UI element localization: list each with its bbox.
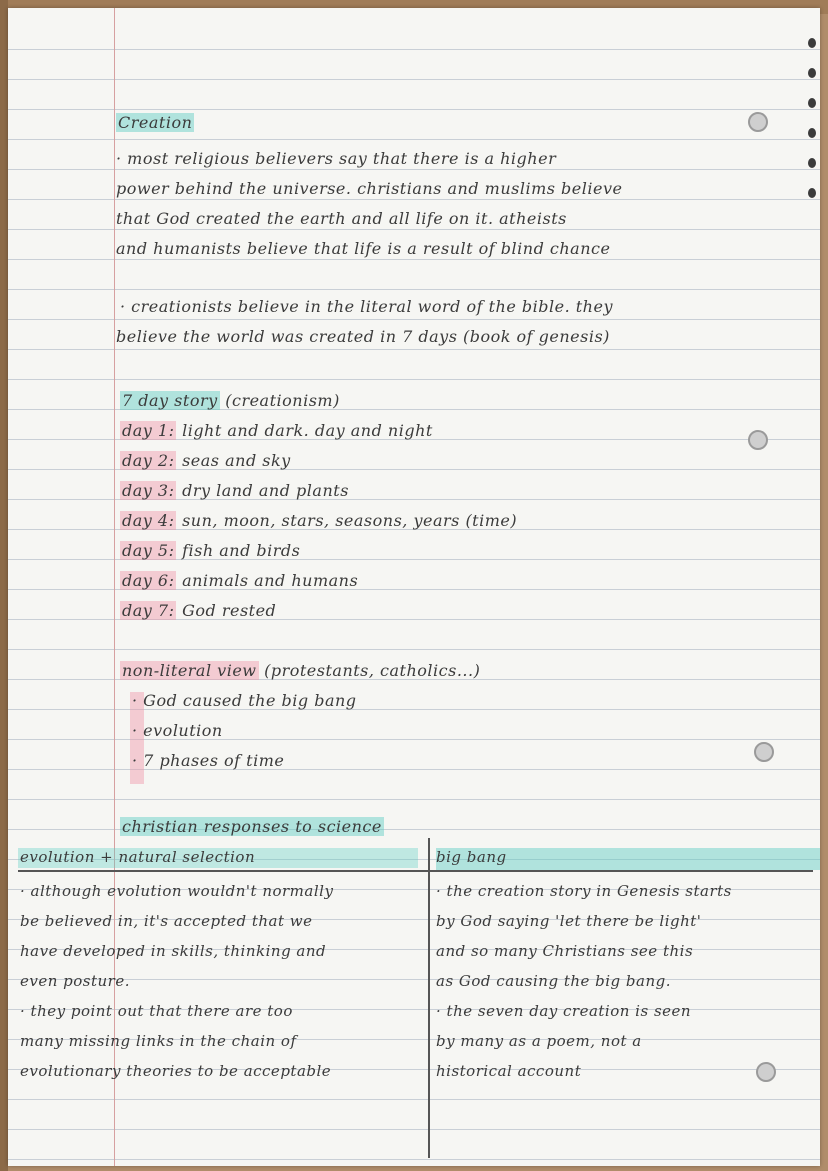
binding-hole (808, 128, 816, 138)
responses-heading-text: christian responses to science (122, 817, 382, 836)
title-text: Creation (118, 113, 193, 132)
evolution-line: evolutionary theories to be acceptable (20, 1062, 332, 1080)
column-divider (428, 838, 430, 1158)
responses-heading (120, 816, 384, 838)
bigbang-line: historical account (436, 1062, 582, 1080)
binding-holes (806, 8, 816, 1166)
bigbang-line: · the seven day creation is seen (436, 1002, 692, 1020)
binding-hole (808, 68, 816, 78)
intro-line: and humanists believe that life is a result of blind chance (116, 239, 611, 258)
bigbang-line: by God saying 'let there be light' (436, 912, 702, 930)
punch-hole-marker (756, 1062, 776, 1082)
desk-surface-left (0, 0, 8, 1171)
evolution-line: many missing links in the chain of (20, 1032, 297, 1050)
punch-hole-marker (748, 112, 768, 132)
day-line (120, 600, 276, 622)
nonliteral-heading-text: non-literal view (122, 661, 257, 680)
day-label: day 3: (122, 481, 175, 500)
bigbang-line: by many as a poem, not a (436, 1032, 642, 1050)
intro-line: that God created the earth and all life on it. atheists (116, 209, 567, 228)
day-label: day 6: (122, 571, 175, 590)
evolution-line: even posture. (20, 972, 130, 990)
day-label: day 1: (122, 421, 175, 440)
evolution-line: have developed in skills, thinking and (20, 942, 327, 960)
story-heading-text: 7 day story (122, 391, 218, 410)
punch-hole-marker (748, 430, 768, 450)
notebook-page (8, 8, 820, 1166)
intro-line: · most religious believers say that there is a higher (116, 149, 557, 168)
day-text: God rested (182, 601, 277, 620)
story-heading (120, 390, 340, 412)
evolution-heading: evolution + natural selection (20, 848, 256, 866)
page-title (116, 112, 194, 134)
day-label: day 7: (122, 601, 175, 620)
day-line (120, 570, 358, 592)
evolution-line: · although evolution wouldn't normally (20, 882, 334, 900)
day-line (120, 510, 517, 532)
day-line (120, 450, 291, 472)
day-text: animals and humans (182, 571, 359, 590)
day-text: fish and birds (182, 541, 301, 560)
nonliteral-point: · evolution (132, 721, 223, 740)
binding-hole (808, 98, 816, 108)
day-line (120, 480, 349, 502)
nonliteral-subheading: (protestants, catholics...) (264, 661, 481, 680)
day-label: day 2: (122, 451, 175, 470)
intro-line: power behind the universe. christians and muslims believe (116, 179, 623, 198)
nonliteral-point: · God caused the big bang (132, 691, 357, 710)
day-line (120, 540, 300, 562)
table-divider (18, 870, 813, 872)
day-label: day 4: (122, 511, 175, 530)
punch-hole-marker (754, 742, 774, 762)
day-text: light and dark. day and night (182, 421, 433, 440)
creationists-line: · creationists believe in the literal word of the bible. they (120, 297, 613, 316)
binding-hole (808, 158, 816, 168)
creationists-line: believe the world was created in 7 days (book of genesis) (116, 327, 610, 346)
binding-hole (808, 38, 816, 48)
nonliteral-point: · 7 phases of time (132, 751, 285, 770)
bigbang-line: as God causing the big bang. (436, 972, 672, 990)
binding-hole (808, 188, 816, 198)
nonliteral-heading (120, 660, 480, 682)
day-text: seas and sky (182, 451, 291, 470)
bigbang-heading: big bang (436, 848, 507, 866)
margin-line (114, 8, 115, 1166)
evolution-line: be believed in, it's accepted that we (20, 912, 313, 930)
story-subheading: (creationism) (225, 391, 340, 410)
day-text: dry land and plants (182, 481, 349, 500)
day-label: day 5: (122, 541, 175, 560)
bigbang-line: and so many Christians see this (436, 942, 694, 960)
evolution-line: · they point out that there are too (20, 1002, 293, 1020)
day-text: sun, moon, stars, seasons, years (time) (182, 511, 518, 530)
bigbang-line: · the creation story in Genesis starts (436, 882, 732, 900)
day-line (120, 420, 433, 442)
